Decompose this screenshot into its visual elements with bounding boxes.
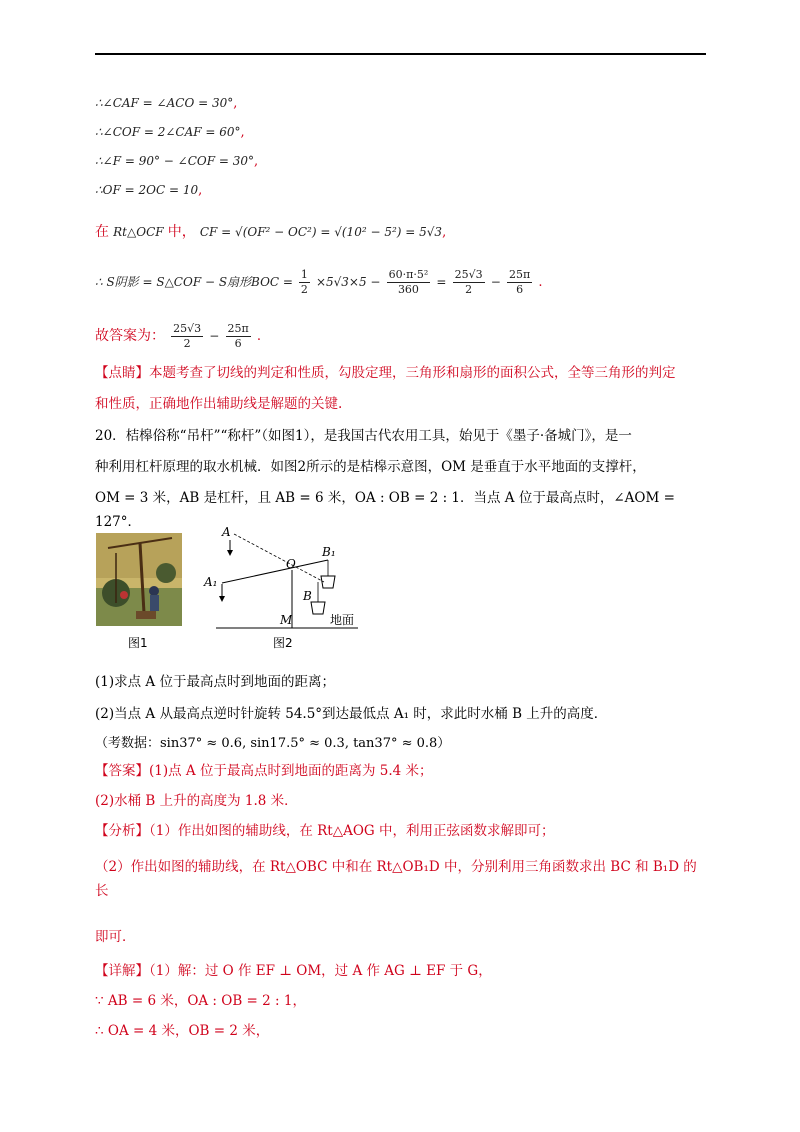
answer-line: 故答案为： $\frac{25√3}{2}$ − $\frac{25\pi}{6}$ . bbox=[95, 322, 262, 350]
label-a1: A₁ bbox=[204, 575, 218, 589]
step-angle-cof: ∴∠COF = 2∠CAF = 60°, bbox=[95, 125, 245, 140]
figure1-caption: 图1 bbox=[128, 636, 148, 650]
figure1-illustration bbox=[96, 533, 182, 626]
step-shaded-area: ∴ S阴影 = S△COF − S扇形BOC = $\frac{1}{2}$ ×5√3×5 − $\frac{\text{60·π·5²}}{360}$ = $\frac{25√3}{2}$ − $\frac{25\pi}{6}$ . bbox=[95, 268, 543, 296]
step-of: ∴OF = 2OC = 10, bbox=[95, 183, 203, 198]
step-angle-f: ∴∠F = 90° − ∠COF = 30°, bbox=[95, 154, 259, 169]
problem-20: 20．桔槔俗称“吊杆”“称杆”（如图1），是我国古代农用工具，始见于《墨子·备城门》，是一 种利用杠杆原理的取水机械．如图2所示的是桔槔示意图，OM 是垂直于水平地面的支撑杆， OM = 3 米，AB 是杠杆，且 AB = 6 米，OA : OB = 2 : 1．当点 A 位于最高点时，∠AOM = 127°． bbox=[95, 428, 675, 530]
label-m: M bbox=[280, 613, 293, 627]
label-ground: 地面 bbox=[330, 613, 355, 627]
label-o: O bbox=[286, 557, 296, 571]
label-b: B bbox=[303, 589, 312, 603]
step-angle-caf: ∴∠CAF = ∠ACO = 30°, bbox=[95, 96, 238, 111]
figure2-schematic bbox=[198, 520, 368, 632]
comment-para: 【点睛】本题考查了切线的判定和性质，勾股定理，三角形和扇形的面积公式，全等三角形的判定 和性质，正确地作出辅助线是解题的关键. bbox=[95, 365, 676, 412]
solution: 【答案】(1)点 A 位于最高点时到地面的距离为 5.4 米； (2)水桶 B 上升的高度为 1.8 米． 【分析】（1）作出如图的辅助线，在 Rt△AOG 中，利用正弦函数求解即可； （2）作出如图的辅助线，在 Rt△OBC 中和在 Rt△OB₁D 中，分别利用三角函数求出 BC 和 B₁D 的长 即可． 【详解】（1）解：过 O 作 EF ⊥ OM，过 A 作 AG ⊥ EF 于 G， ∵ AB = 6 米，OA : OB = 2 : 1， ∴ OA = 4 米，OB = 2 米， bbox=[95, 763, 697, 1039]
step-cf: 在 Rt△OCF 中， CF = √(OF² − OC²) = √(10² − 5²) = 5√3, bbox=[95, 224, 447, 240]
label-a: A bbox=[222, 525, 231, 539]
label-b1: B₁ bbox=[322, 545, 336, 559]
header-rule bbox=[95, 53, 706, 55]
figure2-caption: 图2 bbox=[273, 636, 293, 650]
questions: (1)求点 A 位于最高点时到地面的距离； (2)当点 A 从最高点逆时针旋转 54.5°到达最低点 A₁ 时，求此时水桶 B 上升的高度． （考数据：sin37° ≈ 0.6, sin17.5° ≈ 0.3, tan37° ≈ 0.8） bbox=[95, 674, 608, 751]
